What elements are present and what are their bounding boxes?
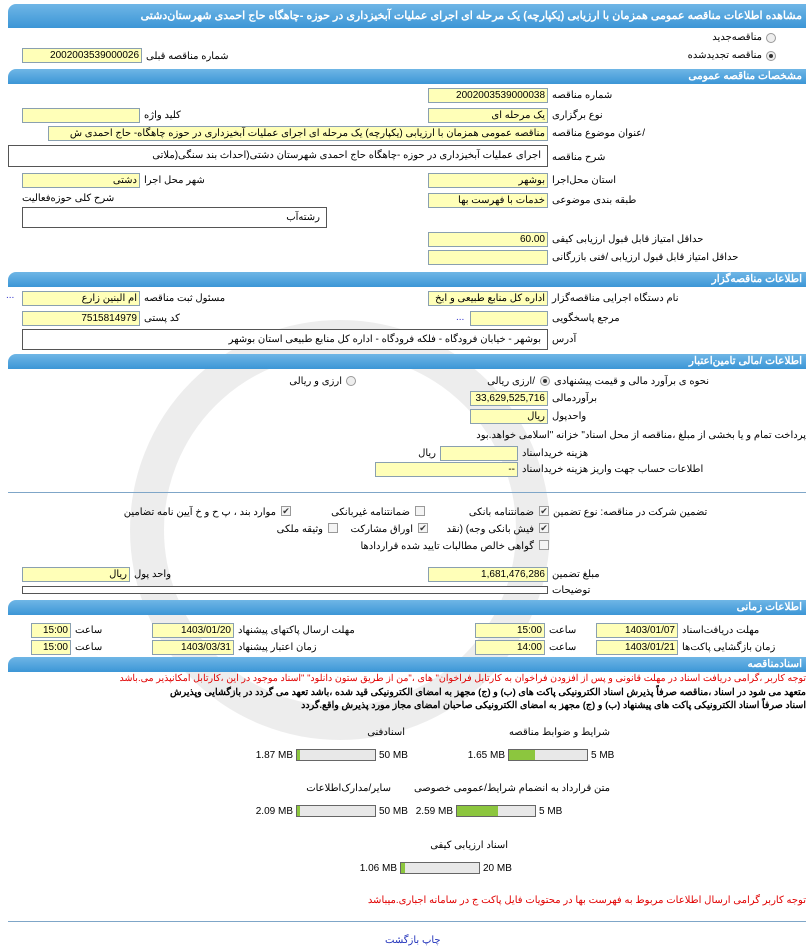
option-label: گواهی خالص مطالبات تایید شده قراردادها	[360, 541, 534, 552]
price-list-notice: توجه کاربر گرامی ارسال اطلاعات مربوط به فهرست بها در محتویات فایل پاکت ج در سامانه اجباری.میباشد	[367, 895, 806, 906]
open-time[interactable]: 14:00	[475, 640, 545, 655]
send-label: مهلت ارسال پاکتهای پیشنهاد	[238, 625, 355, 636]
reference-more-button[interactable]: ...	[456, 312, 465, 323]
print-link[interactable]: چاپ	[421, 935, 441, 946]
section-organizer: اطلاعات مناقصه‌گزار	[8, 272, 806, 287]
activity-box: رشته‌آب	[22, 207, 327, 228]
time-label: ساعت	[549, 642, 577, 653]
responsible-more-button[interactable]: ...	[6, 290, 15, 301]
option-label: وثیقه ملکی	[276, 524, 323, 535]
file-name: سایر/مدارک‌اطلاعات	[306, 783, 391, 794]
category-field[interactable]: خدمات با فهرست بها	[428, 193, 548, 208]
divider	[8, 492, 806, 493]
section-general: مشخصات مناقصه عمومی	[8, 69, 806, 84]
checkbox-bank-receipt[interactable]: ✔	[540, 523, 548, 533]
page-title: مشاهده اطلاعات مناقصه عمومی همزمان با ارزیابی (یکپارچه) یک مرحله ای اجرای عملیات آبخیزداری در حوزه -چاهگاه حاج احمدی شهرستان‌دشتی	[8, 4, 806, 28]
checkbox-nonbank-guarantee[interactable]	[415, 506, 425, 516]
checkbox-regulation-items[interactable]: ✔	[282, 506, 290, 516]
option-label: اوراق مشارکت	[350, 524, 413, 535]
org-label: نام دستگاه اجرایی مناقصه‌گزار	[552, 293, 679, 304]
guarantee-label: تضمین شرکت در مناقصه: نوع تضمین	[553, 507, 708, 518]
notes-box	[22, 586, 548, 594]
footer-links	[385, 935, 441, 946]
time-label: ساعت	[549, 625, 577, 636]
radio-new-tender[interactable]	[766, 33, 776, 43]
new-tender-label: مناقصه‌جدید	[712, 32, 762, 43]
radio-renewed-tender[interactable]	[766, 51, 776, 61]
account-field[interactable]: --	[375, 462, 518, 477]
postal-field[interactable]: 7515814979	[22, 311, 140, 326]
province-field[interactable]: بوشهر	[428, 173, 548, 188]
currency-field[interactable]: ریال	[470, 409, 548, 424]
min-quality-label: حداقل امتیاز قابل قبول ارزیابی کیفی	[552, 234, 704, 245]
activity-label: شرح کلی حوزه‌فعالیت	[22, 193, 115, 204]
keyword-label: کلید واژه	[144, 110, 181, 121]
time-label: ساعت	[75, 625, 103, 636]
org-field[interactable]: اداره کل منابع طبیعی و ابخ	[428, 291, 548, 306]
file-max: 50 MB	[379, 806, 408, 817]
doc-fee-unit: ریال	[418, 448, 436, 459]
file-max: 20 MB	[483, 863, 512, 874]
province-label: استان محل‌اجرا	[552, 175, 616, 186]
file-name: متن قرارداد به انضمام شرایط/عمومی خصوصی	[413, 783, 610, 794]
renewed-tender-label: مناقصه تجدیدشده	[687, 50, 762, 61]
file-size: 1.06 MB	[359, 863, 397, 874]
rial-label: /ارزی ریالی	[487, 376, 535, 387]
prev-number-field[interactable]: 2002003539000026	[22, 48, 142, 63]
responsible-label: مسئول ثبت مناقصه	[144, 293, 226, 304]
prev-number-label: شماره مناقصه قبلی	[146, 51, 229, 62]
min-quality-field[interactable]: 60.00	[428, 232, 548, 247]
time-label: ساعت	[75, 642, 103, 653]
option-label: ضمانتنامه بانکی	[468, 507, 534, 518]
validity-date[interactable]: 1403/03/31	[152, 640, 234, 655]
checkbox-bank-guarantee[interactable]: ✔	[540, 506, 548, 516]
fx-rial-label: ارزی و ریالی	[289, 376, 342, 387]
estimate-field[interactable]: 33,629,525,716	[470, 391, 548, 406]
file-max: 5 MB	[591, 750, 615, 761]
file-progress-bar	[400, 862, 480, 874]
file-size: 2.09 MB	[255, 806, 293, 817]
notes-label: توضیحات	[552, 585, 591, 596]
option-label: موارد بند ، پ ح و خ آیین نامه تضامین	[123, 507, 276, 518]
holding-type-label: نوع برگزاری	[552, 110, 603, 121]
guarantee-amount-field[interactable]: 1,681,476,286	[428, 567, 548, 582]
radio-rial[interactable]	[540, 376, 550, 386]
commitment-text-1: متعهد می شود در اسناد ،مناقصه صرفاً پذیرش اسناد الکترونیکی پاکت های (ب) و (ج) مجهز به امضای الکترونیکی قید شده ،باشد تعهد می گردد در بازگشایی وپذیرش	[170, 687, 806, 698]
doc-deadline-date[interactable]: 1403/01/07	[596, 623, 678, 638]
guarantee-amount-label: مبلغ تضمین	[552, 569, 600, 580]
option-label: ضمانتنامه غیربانکی	[331, 507, 410, 518]
open-label: زمان بازگشایی پاکت‌ها	[682, 642, 776, 653]
file-progress-bar	[508, 749, 588, 761]
file-size: 1.87 MB	[255, 750, 293, 761]
min-tech-field[interactable]	[428, 250, 548, 265]
guarantee-currency-field[interactable]: ریال	[22, 567, 130, 582]
section-finance: اطلاعات /مالی تامین‌اعتبار	[8, 354, 806, 369]
subject-field[interactable]: مناقصه عمومی همزمان با ارزیابی (یکپارچه) یک مرحله ای اجرای عملیات آبخیزداری در حوزه چاهگاه- حاج احمدی ش	[48, 126, 548, 141]
postal-label: کد پستی	[144, 313, 180, 324]
send-date[interactable]: 1403/01/20	[152, 623, 234, 638]
file-size: 2.59 MB	[415, 806, 453, 817]
section-timing: اطلاعات زمانی	[8, 600, 806, 615]
section-documents: اسنادمناقصه	[8, 657, 806, 672]
responsible-field[interactable]: ام البنین زارع	[22, 291, 140, 306]
validity-label: زمان اعتبار پیشنهاد	[238, 642, 317, 653]
file-name: اسناد ارزیابی کیفی	[430, 840, 508, 851]
address-label: آدرس	[552, 334, 577, 345]
doc-deadline-time[interactable]: 15:00	[475, 623, 545, 638]
description-label: شرح مناقصه	[552, 152, 606, 163]
file-max: 50 MB	[379, 750, 408, 761]
guarantee-currency-label: واحد پول	[134, 569, 172, 580]
reference-field[interactable]	[470, 311, 548, 326]
keyword-field[interactable]	[22, 108, 140, 123]
method-label: نحوه ی برآورد مالی و قیمت پیشنهادی	[554, 376, 710, 387]
option-label: فیش بانکی وجه) (نقد	[446, 524, 534, 535]
holding-type-field[interactable]: یک مرحله ای	[428, 108, 548, 123]
file-progress-bar	[296, 749, 376, 761]
reference-label: مرجع پاسخگویی	[552, 313, 620, 324]
download-notice: توجه کاربر ،گرامی دریافت اسناد در مهلت قانونی و پس از افزودن فراخوان به کارتابل فراخوان" های ،"من از طریق ستون دانلود" "اسناد موجود در این ،کارتابل امکانپذیر می.باشد	[119, 673, 806, 684]
file-name: اسنادفنی	[367, 727, 405, 738]
checkbox-claims-certificate[interactable]	[539, 540, 549, 550]
file-size: 1.65 MB	[467, 750, 505, 761]
doc-fee-field[interactable]	[440, 446, 518, 461]
payment-note: پرداخت تمام و یا بخشی از مبلغ ،مناقصه از محل اسناد" خزانه "اسلامی خواهد.بود	[476, 430, 806, 441]
validity-time[interactable]: 15:00	[31, 640, 71, 655]
file-progress-bar	[296, 805, 376, 817]
description-box: اجرای عملیات آبخیزداری در حوزه -چاهگاه حاج احمدی شهرستان دشتی(احداث بند سنگی(ملاتی	[8, 145, 548, 167]
checkbox-property-collateral[interactable]	[328, 523, 338, 533]
estimate-label: برآوردمالی	[552, 393, 597, 404]
file-name: شرایط و ضوابط مناقصه	[508, 727, 610, 738]
file-progress-bar	[456, 805, 536, 817]
divider	[8, 921, 806, 922]
number-label: شماره مناقصه	[552, 90, 613, 101]
radio-fx-rial[interactable]	[346, 376, 356, 386]
city-field[interactable]: دشتی	[22, 173, 140, 188]
currency-label: واحدپول	[552, 411, 587, 422]
send-time[interactable]: 15:00	[31, 623, 71, 638]
commitment-text-2: اسناد صرفاً اسناد الکترونیکی پاکت های پیشنهاد (ب) و (ج) مجهز به امضای الکترونیکی صاحبان امضای مجاز مورد پذیرش واقع.گردد	[301, 700, 806, 711]
address-box: بوشهر - خیابان فرودگاه - فلکه فرودگاه - اداره کل منابع طبیعی استان بوشهر	[22, 329, 548, 350]
min-tech-label: حداقل امتیاز قابل قبول ارزیابی /فنی بازرگانی	[552, 252, 739, 263]
category-label: طبقه بندی موضوعی	[552, 195, 637, 206]
back-link[interactable]: بازگشت	[385, 935, 420, 946]
tender-number-field[interactable]: 2002003539000038	[428, 88, 548, 103]
doc-fee-label: هزینه خریداسناد	[522, 448, 589, 459]
open-date[interactable]: 1403/01/21	[596, 640, 678, 655]
file-max: 5 MB	[539, 806, 563, 817]
account-label: اطلاعات حساب جهت واریز هزینه خریداسناد	[522, 464, 704, 475]
subject-label: /عنوان موضوع مناقصه	[552, 128, 645, 139]
city-label: شهر محل اجرا	[144, 175, 205, 186]
doc-deadline-label: مهلت دریافت‌اسناد	[682, 625, 760, 636]
checkbox-bonds[interactable]: ✔	[419, 523, 427, 533]
